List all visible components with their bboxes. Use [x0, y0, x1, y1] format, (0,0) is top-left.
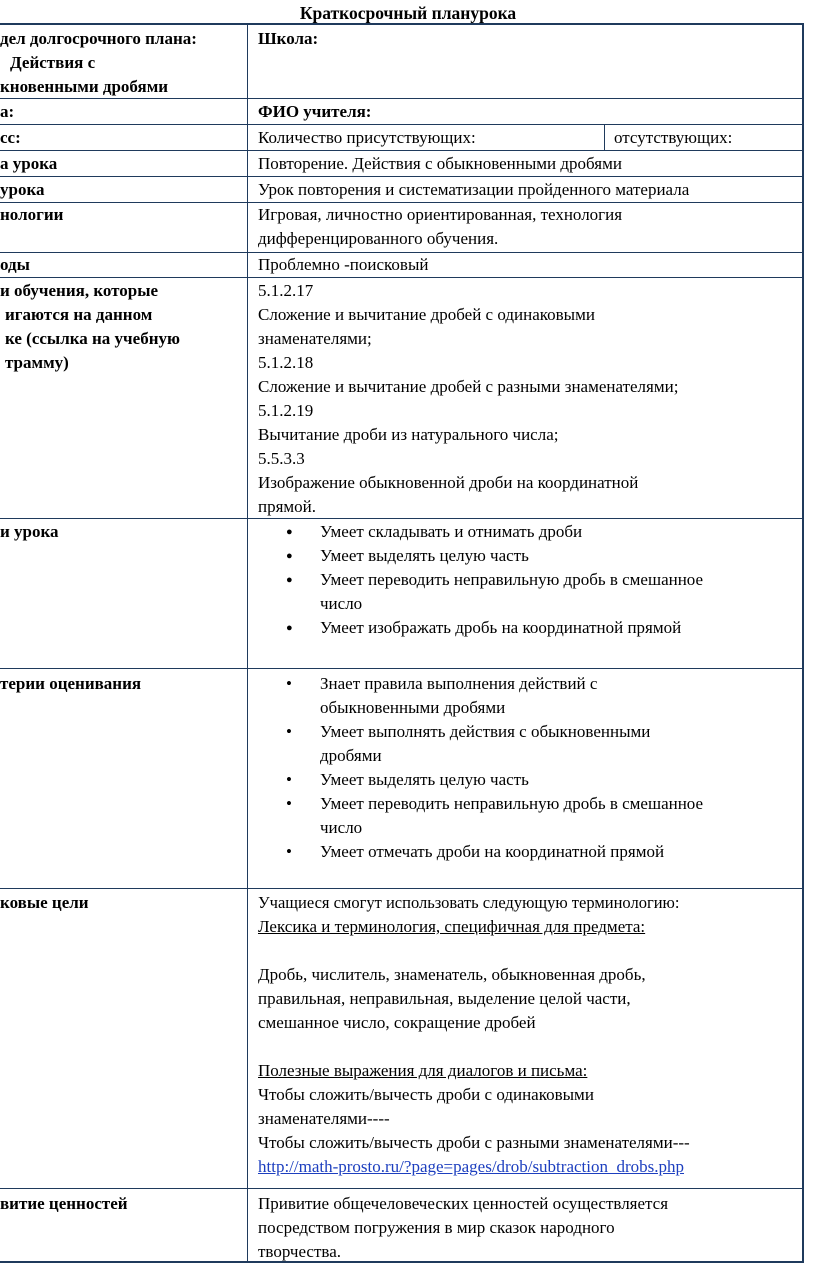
goal-text: Сложение и вычитание дробей с разными знаменателями;: [258, 377, 679, 396]
terminology-heading: Лексика и терминология, специфичная для предмета:: [258, 917, 646, 936]
list-item-text: дробями: [320, 746, 382, 765]
section-cell: [0, 27, 245, 97]
lesson-objectives-list: [258, 520, 803, 640]
section-line-3: кновенными дробями: [0, 77, 169, 96]
terminology-text: правильная, неправильная, выделение целой части,: [258, 989, 631, 1008]
list-item-text: обыкновенными дробями: [320, 698, 506, 717]
list-item-text: • Знает правила выполнения действий с: [320, 674, 598, 693]
list-item-text: ● Умеет изображать дробь на координатной прямой: [320, 618, 682, 637]
list-item-text: ● Умеет выделять целую часть: [320, 546, 529, 565]
learning-goals-line: и обучения, которые: [0, 281, 159, 300]
goal-code: 5.1.2.17: [258, 281, 314, 300]
lesson-topic-label: а урока: [0, 154, 58, 173]
goal-text: Сложение и вычитание дробей с одинаковыми: [258, 305, 595, 324]
page-title: Краткосрочный планурока: [299, 3, 517, 23]
technologies-line: Игровая, личностно ориентированная, технология: [258, 205, 623, 224]
list-item: [258, 544, 803, 568]
language-goals-value: [258, 891, 803, 1179]
lesson-topic-value: Повторение. Действия с обыкновенными дробями: [258, 154, 622, 173]
list-item: [258, 792, 803, 840]
technologies-value: [258, 203, 798, 251]
row-divider: [0, 1188, 803, 1189]
language-goals-label: ковые цели: [0, 893, 89, 912]
list-item-text: • Умеет выполнять действия с обыкновенными: [320, 722, 651, 741]
goal-text: прямой.: [258, 497, 317, 516]
list-item-text: • Умеет выделять целую часть: [320, 770, 529, 789]
methods-label: оды: [0, 255, 30, 274]
list-item: [258, 672, 803, 720]
lesson-objectives-label: и урока: [0, 522, 59, 541]
section-line-1: дел долгосрочного плана:: [0, 29, 197, 48]
absent-count-label: отсутствующих:: [614, 128, 733, 147]
learning-goals-line: трамму): [5, 353, 69, 372]
terminology-text: Дробь, числитель, знаменатель, обыкновенная дробь,: [258, 965, 646, 984]
learning-goals-line: ке (ссылка на учебную: [5, 329, 180, 348]
list-item: [258, 616, 803, 640]
values-value: [258, 1192, 803, 1264]
school-label: Школа:: [258, 29, 319, 48]
row-divider: [0, 668, 803, 669]
phrases-text: знаменателями----: [258, 1109, 390, 1128]
goal-text: Вычитание дроби из натурального числа;: [258, 425, 559, 444]
reference-link[interactable]: http://math-prosto.ru/?page=pages/drob/subtraction_drobs.php: [258, 1157, 685, 1176]
goal-code: 5.1.2.18: [258, 353, 314, 372]
values-label: витие ценностей: [0, 1194, 128, 1213]
goal-text: знаменателями;: [258, 329, 372, 348]
assessment-criteria-label: терии оценивания: [0, 674, 142, 693]
list-item: [258, 520, 803, 544]
goal-code: 5.1.2.19: [258, 401, 314, 420]
list-item-text: ● Умеет переводить неправильную дробь в смешанное: [320, 570, 704, 589]
lesson-type-label: урока: [0, 180, 45, 199]
row-divider: [0, 888, 803, 889]
assessment-criteria-list: [258, 672, 803, 864]
row-divider: [0, 277, 803, 278]
learning-goals-label: [0, 279, 245, 379]
goal-code: 5.5.3.3: [258, 449, 305, 468]
values-text: посредством погружения в мир сказок народного: [258, 1218, 615, 1237]
date-label: а:: [0, 102, 15, 121]
values-text: Привитие общечеловеческих ценностей осуществляется: [258, 1194, 669, 1213]
list-item-text: число: [320, 594, 363, 613]
list-item-text: ● Умеет складывать и отнимать дроби: [320, 522, 583, 541]
list-item: [258, 568, 803, 616]
technologies-label: нологии: [0, 205, 64, 224]
teacher-label: ФИО учителя:: [258, 102, 372, 121]
phrases-text: Чтобы сложить/вычесть дроби с разными знаменателями---: [258, 1133, 690, 1152]
list-item-text: • Умеет отмечать дроби на координатной прямой: [320, 842, 665, 861]
values-text: творчества.: [258, 1242, 342, 1261]
present-count-label: Количество присутствующих:: [258, 128, 476, 147]
list-item-text: • Умеет переводить неправильную дробь в смешанное: [320, 794, 704, 813]
list-item-text: число: [320, 818, 363, 837]
row-divider: [0, 176, 803, 177]
row-divider: [0, 150, 803, 151]
phrases-text: Чтобы сложить/вычесть дроби с одинаковыми: [258, 1085, 594, 1104]
list-item: [258, 720, 803, 768]
cell-divider: [604, 124, 605, 150]
technologies-line: дифференцированного обучения.: [258, 229, 499, 248]
methods-value: Проблемно -поисковый: [258, 255, 429, 274]
terminology-text: смешанное число, сокращение дробей: [258, 1013, 536, 1032]
learning-goals-line: игаются на данном: [5, 305, 153, 324]
language-intro: Учащиеся смогут использовать следующую терминологию:: [258, 893, 680, 912]
learning-goals-value: [258, 279, 803, 519]
list-item: [258, 768, 803, 792]
lesson-type-value: Урок повторения и систематизации пройденного материала: [258, 180, 690, 199]
column-divider: [247, 23, 248, 1263]
section-line-2: Действия с: [10, 53, 96, 72]
list-item: [258, 840, 803, 864]
row-divider: [0, 124, 803, 125]
row-divider: [0, 98, 803, 99]
phrases-heading: Полезные выражения для диалогов и письма:: [258, 1061, 588, 1080]
class-label: сс:: [0, 128, 21, 147]
goal-text: Изображение обыкновенной дроби на координатной: [258, 473, 639, 492]
